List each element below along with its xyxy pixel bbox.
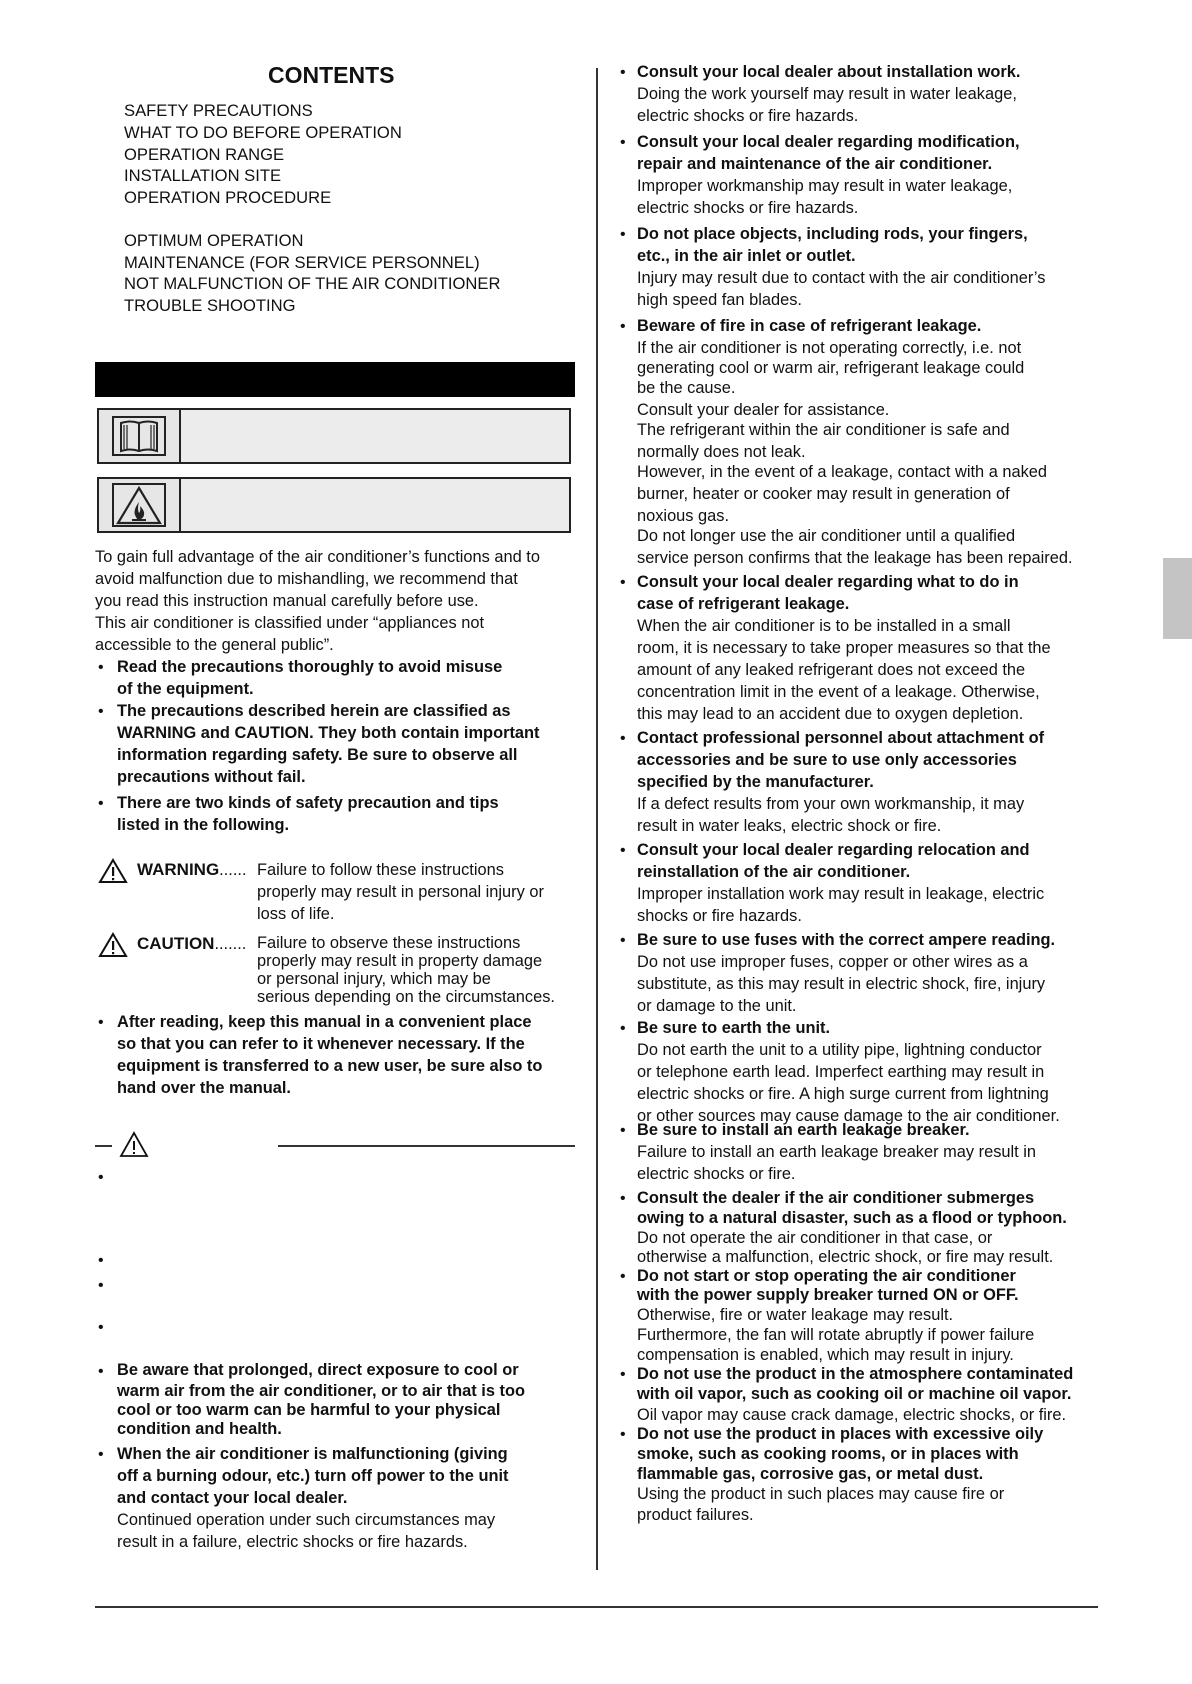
bullet-bold-line: Be aware that prolonged, direct exposure to cool or	[117, 1361, 519, 1379]
bullet-bold-line: There are two kinds of safety precaution and tips	[117, 794, 499, 812]
bullet-text-line: result in water leaks, electric shock or fire.	[637, 817, 942, 835]
bullet-text-line: amount of any leaked refrigerant does not exceed the	[637, 661, 1026, 679]
bullet: •	[98, 1363, 104, 1380]
bullet-bold-line: owing to a natural disaster, such as a flood or typhoon.	[637, 1209, 1067, 1227]
bullet-text-line: Consult your dealer for assistance.	[637, 401, 890, 419]
bullet-text-line: Oil vapor may cause crack damage, electric shocks, or fire.	[637, 1406, 1067, 1424]
bullet-text-line: high speed fan blades.	[637, 291, 802, 309]
bullet: •	[620, 1268, 626, 1285]
bullet-bold-line: Do not use the product in the atmosphere contaminated	[637, 1365, 1074, 1383]
bullet: •	[620, 1190, 626, 1207]
bullet-bold-line: WARNING and CAUTION. They both contain important	[117, 724, 540, 742]
bullet-bold-line: Beware of fire in case of refrigerant leakage.	[637, 317, 982, 335]
bullet-text-line: electric shocks or fire hazards.	[637, 107, 859, 125]
bullet-bold-line: information regarding safety. Be sure to observe all	[117, 746, 518, 764]
bullet-bold-line: Be sure to earth the unit.	[637, 1019, 831, 1037]
bullet-bold-line: hand over the manual.	[117, 1079, 291, 1097]
bullet-text-line: noxious gas.	[637, 507, 730, 525]
bullet-bold-line: with oil vapor, such as cooking oil or machine oil vapor.	[637, 1385, 1072, 1403]
page-side-tab	[1163, 558, 1192, 639]
intro-line: This air conditioner is classified under “appliances not	[95, 614, 485, 632]
bullet-text-line: shocks or fire hazards.	[637, 907, 802, 925]
caution-line: Failure to observe these instructions	[257, 934, 521, 952]
bullet-bold-line: accessories and be sure to use only accessories	[637, 751, 1017, 769]
bullet-text-line: If the air conditioner is not operating correctly, i.e. not	[637, 339, 1022, 357]
bullet: •	[98, 1169, 104, 1186]
bullet-bold-line: precautions without fail.	[117, 768, 306, 786]
bullet-bold-line: The precautions described herein are classified as	[117, 702, 511, 720]
bullet-bold-line: Contact professional personnel about attachment of	[637, 729, 1045, 747]
caution-line: serious depending on the circumstances.	[257, 988, 555, 1006]
contents-title: CONTENTS	[268, 62, 395, 88]
bullet-text-line: result in a failure, electric shocks or fire hazards.	[117, 1533, 468, 1551]
bullet-bold-line: Do not start or stop operating the air conditioner	[637, 1267, 1016, 1285]
bullet-bold-line: Consult the dealer if the air conditioner submerges	[637, 1189, 1035, 1207]
bullet: •	[98, 1014, 104, 1031]
bullet-text-line: Using the product in such places may cause fire or	[637, 1485, 1005, 1503]
bullet-text-line: burner, heater or cooker may result in generation of	[637, 485, 1010, 503]
bullet: •	[620, 1426, 626, 1443]
bullet-text-line: Improper workmanship may result in water leakage,	[637, 177, 1013, 195]
footer-rule	[95, 1606, 1098, 1608]
bullet: •	[620, 134, 626, 151]
bullet-bold-line: off a burning odour, etc.) turn off power to the unit	[117, 1467, 509, 1485]
bullet: •	[98, 1252, 104, 1269]
bullet: •	[620, 64, 626, 81]
bullet-bold-line: repair and maintenance of the air conditioner.	[637, 155, 993, 173]
bullet-bold-line: cool or too warm can be harmful to your physical	[117, 1401, 501, 1419]
toc-item[interactable]: OPERATION RANGE	[124, 145, 285, 164]
warning-dots: ......	[219, 861, 247, 879]
bullet-text-line: concentration limit in the event of a leakage. Otherwise,	[637, 683, 1040, 701]
bullet-text-line: service person confirms that the leakage has been repaired.	[637, 549, 1073, 567]
bullet-bold-line: Consult your local dealer regarding relocation and	[637, 841, 1030, 859]
caution-label: CAUTION	[137, 934, 215, 953]
toc-item[interactable]: INSTALLATION SITE	[124, 166, 282, 185]
manual-cell	[99, 410, 181, 462]
bullet-text-line: Doing the work yourself may result in water leakage,	[637, 85, 1017, 103]
bullet-bold-line: of the equipment.	[117, 680, 254, 698]
bullet-text-line: or telephone earth lead. Imperfect earthing may result in	[637, 1063, 1045, 1081]
bullet-bold-line: After reading, keep this manual in a convenient place	[117, 1013, 532, 1031]
bullet-text-line: generating cool or warm air, refrigerant leakage could	[637, 359, 1025, 377]
bullet: •	[98, 1446, 104, 1463]
bullet: •	[98, 703, 104, 720]
bullet-text-line: normally does not leak.	[637, 443, 806, 461]
bullet-text-line: product failures.	[637, 1506, 754, 1524]
warning-triangle-icon	[98, 858, 128, 884]
bullet-text-line: electric shocks or fire hazards.	[637, 199, 859, 217]
bullet: •	[620, 932, 626, 949]
bullet-bold-line: Be sure to use fuses with the correct ampere reading.	[637, 931, 1056, 949]
bullet-text-line: The refrigerant within the air conditioner is safe and	[637, 421, 1010, 439]
bullet-bold-line: Read the precautions thoroughly to avoid misuse	[117, 658, 503, 676]
bullet: •	[98, 1319, 104, 1336]
warning-line: properly may result in personal injury or	[257, 883, 544, 901]
bullet-text-line: otherwise a malfunction, electric shock, or fire may result.	[637, 1248, 1054, 1266]
bullet-text-line: Furthermore, the fan will rotate abruptly if power failure	[637, 1326, 1035, 1344]
bullet-bold-line: Consult your local dealer regarding what to do in	[637, 573, 1019, 591]
bullet-bold-line: smoke, such as cooking rooms, or in places with	[637, 1445, 1019, 1463]
manual-notice-box	[97, 408, 571, 464]
toc-item[interactable]: SAFETY PRECAUTIONS	[124, 101, 313, 120]
toc-item[interactable]: WHAT TO DO BEFORE OPERATION	[124, 123, 402, 142]
bullet-bold-line: specified by the manufacturer.	[637, 773, 874, 791]
bullet: •	[620, 226, 626, 243]
flammable-cell	[99, 479, 181, 531]
caution-line: or personal injury, which may be	[257, 970, 491, 988]
bullet-bold-line: Consult your local dealer regarding modification,	[637, 133, 1020, 151]
warning-line: loss of life.	[257, 905, 335, 923]
bullet: •	[620, 318, 626, 335]
bullet-text-line: Failure to install an earth leakage breaker may result in	[637, 1143, 1037, 1161]
bullet-text-line: or other sources may cause damage to the air conditioner.	[637, 1107, 1060, 1125]
toc-item[interactable]: MAINTENANCE (FOR SERVICE PERSONNEL)	[124, 253, 480, 272]
warning-label: WARNING	[137, 860, 220, 879]
caution-dots: .......	[214, 935, 247, 953]
bullet-text-line: be the cause.	[637, 379, 736, 397]
bullet: •	[620, 730, 626, 747]
open-book-icon	[111, 415, 167, 457]
bullet-text-line: Otherwise, fire or water leakage may result.	[637, 1306, 954, 1324]
warning-line: Failure to follow these instructions	[257, 861, 504, 879]
bullet-text-line: Improper installation work may result in leakage, electric	[637, 885, 1045, 903]
bullet-text-line: or damage to the unit.	[637, 997, 797, 1015]
bullet: •	[620, 1366, 626, 1383]
bullet-bold-line: Do not place objects, including rods, your fingers,	[637, 225, 1028, 243]
bullet-text-line: substitute, as this may result in electric shock, fire, injury	[637, 975, 1046, 993]
bullet-text-line: However, in the event of a leakage, contact with a naked	[637, 463, 1048, 481]
subheading-dash	[95, 1145, 112, 1147]
bullet-text-line: compensation is enabled, which may result in injury.	[637, 1346, 1014, 1364]
bullet: •	[620, 1122, 626, 1139]
bullet-bold-line: warm air from the air conditioner, or to air that is too	[117, 1382, 526, 1400]
toc-item[interactable]: OPERATION PROCEDURE	[124, 188, 332, 207]
bullet-text-line: Do not earth the unit to a utility pipe, lightning conductor	[637, 1041, 1042, 1059]
intro-line: you read this instruction manual carefully before use.	[95, 592, 479, 610]
bullet-bold-line: flammable gas, corrosive gas, or metal dust.	[637, 1465, 984, 1483]
bullet-bold-line: equipment is transferred to a new user, be sure also to	[117, 1057, 543, 1075]
intro-line: accessible to the general public”.	[95, 636, 334, 654]
bullet-text-line: Do not longer use the air conditioner until a qualified	[637, 527, 1016, 545]
bullet-text-line: When the air conditioner is to be installed in a small	[637, 617, 1011, 635]
bullet-bold-line: case of refrigerant leakage.	[637, 595, 850, 613]
bullet: •	[98, 795, 104, 812]
bullet-bold-line: etc., in the air inlet or outlet.	[637, 247, 856, 265]
intro-line: avoid malfunction due to mishandling, we recommend that	[95, 570, 518, 588]
bullet-bold-line: Be sure to install an earth leakage breaker.	[637, 1121, 970, 1139]
bullet-text-line: electric shocks or fire. A high surge current from lightning	[637, 1085, 1049, 1103]
bullet-text-line: Continued operation under such circumstances may	[117, 1511, 496, 1529]
bullet-bold-line: with the power supply breaker turned ON or OFF.	[637, 1286, 1019, 1304]
column-divider	[596, 68, 598, 1570]
bullet-bold-line: reinstallation of the air conditioner.	[637, 863, 911, 881]
toc-item[interactable]: TROUBLE SHOOTING	[124, 296, 296, 315]
subheading-rule	[278, 1145, 575, 1147]
bullet: •	[620, 1020, 626, 1037]
caution-line: properly may result in property damage	[257, 952, 543, 970]
bullet-text-line: this may lead to an accident due to oxygen depletion.	[637, 705, 1024, 723]
bullet-bold-line: so that you can refer to it whenever necessary. If the	[117, 1035, 525, 1053]
bullet: •	[620, 574, 626, 591]
bullet-text-line: room, it is necessary to take proper measures so that the	[637, 639, 1051, 657]
flammable-warning-icon	[111, 482, 167, 528]
caution-triangle-icon	[98, 932, 128, 958]
bullet-text-line: Injury may result due to contact with the air conditioner’s	[637, 269, 1046, 287]
toc-item[interactable]: NOT MALFUNCTION OF THE AIR CONDITIONER	[124, 274, 501, 293]
bullet-bold-line: listed in the following.	[117, 816, 290, 834]
bullet-bold-line: Do not use the product in places with excessive oily	[637, 1425, 1044, 1443]
toc-item[interactable]: OPTIMUM OPERATION	[124, 231, 304, 250]
section-header-bar	[95, 362, 575, 397]
bullet-text-line: If a defect results from your own workmanship, it may	[637, 795, 1025, 813]
bullet-bold-line: condition and health.	[117, 1420, 282, 1438]
bullet: •	[98, 659, 104, 676]
bullet-bold-line: When the air conditioner is malfunctioning (giving	[117, 1445, 508, 1463]
bullet-text-line: Do not operate the air conditioner in that case, or	[637, 1229, 993, 1247]
bullet: •	[98, 1277, 104, 1294]
bullet-text-line: Do not use improper fuses, copper or other wires as a	[637, 953, 1028, 971]
bullet-bold-line: and contact your local dealer.	[117, 1489, 348, 1507]
flammable-notice-box	[97, 477, 571, 533]
bullet-text-line: electric shocks or fire.	[637, 1165, 796, 1183]
warning-triangle-icon	[119, 1131, 149, 1158]
bullet-bold-line: Consult your local dealer about installation work.	[637, 63, 1021, 81]
intro-line: To gain full advantage of the air conditioner’s functions and to	[95, 548, 540, 566]
bullet: •	[620, 842, 626, 859]
